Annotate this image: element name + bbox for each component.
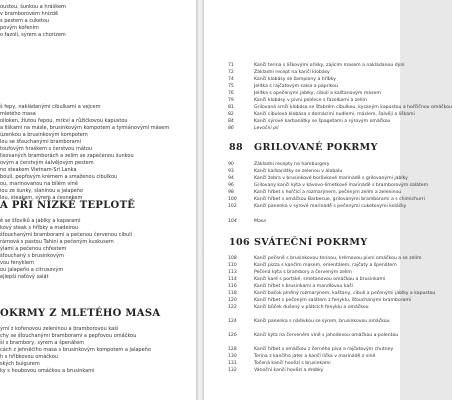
left-text-line: olloken, žlutou řepou, mrkví a růžičkovou kapustou: [0, 118, 128, 124]
toc-entry: [204, 270, 400, 276]
page-number: 116: [228, 284, 237, 289]
toc-entry: [204, 162, 400, 168]
toc-entry: [204, 197, 425, 203]
page-number: 86: [228, 126, 234, 131]
left-text-line: šťouchaný s brusinkovým: [0, 253, 64, 259]
left-text-line: boulí, pepřovým krémem a smaženou cibulkou: [0, 174, 118, 180]
left-page: [0, 0, 196, 400]
toc-entry: [204, 305, 400, 311]
page-number: 98: [228, 190, 234, 195]
recipe-title: Kančí sýrové karbanátky se špagetami a sýrovým omáčkou: [254, 119, 391, 124]
toc-entry: [204, 319, 400, 325]
left-text-line: cách z jehněčího masa s brusinkovým kompotem a jalapeňo: [0, 347, 151, 353]
left-text-line: ě se šťovíků a jablky a kaparami: [0, 218, 81, 224]
toc-entry: [204, 169, 400, 175]
left-text-line: vou fenyklem: [0, 260, 34, 266]
left-text-line: oustou, šunkou a hráškem: [0, 4, 66, 10]
toc-entry: [204, 84, 400, 90]
recipe-title: Pečená kýta s brambory a červeným zelím: [254, 270, 352, 275]
page-number: 130: [228, 354, 237, 359]
section-page-number: 106: [229, 237, 251, 248]
section-heading: OKRMY Z MLETÉHO MASA: [0, 308, 161, 319]
toc-entry: [204, 91, 400, 97]
left-text-line: ýlami a pečenou chřestem: [0, 246, 67, 252]
section-title: GRILOVANÉ POKRMY: [254, 142, 378, 153]
left-text-line: ky s houbovou omáčkou a brusinkami: [0, 368, 95, 374]
recipe-title: Masa: [254, 219, 266, 224]
left-text-line: ší s brambory, sýrem a špenátem: [0, 340, 85, 346]
section-page-number: 88: [229, 142, 244, 153]
page-number: 76: [228, 91, 234, 96]
left-text-line: toufovým hraškem s čerstvou mátou: [0, 146, 93, 152]
recipe-title: Jelítka s rajčatovým salsa a paprikou: [254, 84, 339, 89]
recipe-title: Kančí hřbet s brusinkami a mandlovou kaší: [254, 284, 353, 289]
left-text-line: a liškami na másle, brusinkovým kompotem a tymiánovými másem: [0, 125, 170, 131]
left-text-line: o fazolí, sýrem a chorizem: [0, 32, 66, 38]
page-number: 128: [228, 347, 237, 352]
page-number: 81: [228, 105, 234, 110]
recipe-title: Kančí kýta na červeném víně s jahodovou omáčkou a polentou: [254, 333, 399, 338]
toc-entry: [204, 354, 400, 360]
page-number: 131: [228, 361, 237, 366]
section-heading: A PŘI NÍZKÉ TEPLOTĚ: [0, 200, 136, 211]
toc-entry: [204, 347, 400, 353]
toc-entry: [204, 368, 400, 374]
page-number: 110: [228, 263, 237, 268]
recipe-title: Kančí karé s portské, smetanovou omáčkou a brusinkami: [254, 277, 386, 282]
left-text-line: š fepy, naklàdanými cibulkami a vejcem: [0, 104, 101, 110]
toc-entry: [204, 190, 400, 196]
left-text-line: šťouchanými bramborami a pečenou červenou cibulí: [0, 232, 132, 238]
page-number: 71: [228, 63, 234, 68]
left-text-line: lou, steakem, sýrem a česnekem: [0, 195, 83, 201]
page-number: 74: [228, 77, 234, 82]
page-number: 104: [228, 219, 237, 224]
left-text-line: rámová s pastou Tahini a pečeným kuskusem: [0, 239, 114, 245]
recipe-title: Kančí cibulová klobása s domácími nudlemi, máslem, šalvějí a liškami: [254, 112, 415, 117]
section-heading-festive: [204, 237, 400, 251]
toc-entry: [204, 105, 452, 111]
recipe-title: Terina z kančího jater a kančí líčka v marinádě z víně: [254, 354, 376, 359]
page-number: 72: [228, 70, 234, 75]
left-text-line: ských bulgurem: [0, 361, 40, 367]
toc-entry: [204, 183, 429, 189]
recipe-title: Kančí panenka s nádivkou se sýrem, brusinkovou omáčkou: [254, 319, 390, 324]
page-number: 122: [228, 305, 237, 310]
recipe-title: Kančí hřbet s pečeným salátem z fenyklu, šťouchanými bramborami: [254, 298, 412, 303]
page-number: 94: [228, 176, 234, 181]
toc-entry: [204, 291, 436, 297]
toc-entry: [204, 277, 400, 283]
page-number: 126: [228, 333, 237, 338]
toc-entry: [204, 176, 408, 182]
left-text-line: ou jalapeňo a citrusovým: [0, 267, 64, 273]
left-text-line: povým kořením: [0, 25, 39, 31]
toc-entry: [204, 112, 415, 118]
recipe-title: Kančí pečeně s brusinkovou terinou, krémovou pivní omáčkou a se zelím: [254, 256, 422, 261]
page-number: 120: [228, 298, 237, 303]
toc-entry: [204, 119, 400, 125]
recipe-title: Základní recepty na hamburgery: [254, 162, 330, 167]
left-text-line: chy se šťouchanými bramborami a pepřovou omáčkou: [0, 333, 137, 339]
left-text-line: no steakem Vietnam-Sri Lanka: [0, 167, 77, 173]
toc-entry-italic: [204, 126, 400, 132]
recipe-title: Vánoční kančí hovězí a drobky: [254, 368, 324, 373]
left-text-line: ejlepší naťový salát: [0, 274, 49, 280]
left-text-line: s pestem a cuketou: [0, 18, 50, 24]
toc-entry: [204, 77, 400, 83]
recipe-title: Kančí terina s liškovými ořísky, zajícím masem a nakládanou dýní: [254, 63, 405, 68]
recipe-title: Kančí hřbet s omáčkou Barbecue, grilovanými bramborami a s chimichurri: [254, 197, 425, 202]
page-number: 118: [228, 291, 237, 296]
recipe-title: Základní recept na kančí klobásy: [254, 70, 330, 75]
recipe-title: Grilovaná srnčí klobása se šťabrém cibulkou, kysaným kapustou a hořčičnou omáčkou: [254, 105, 452, 110]
page-number: 100: [228, 197, 237, 202]
recipe-title: Kančí bůček dušený v plátcích fenyklu a omáčkou: [254, 305, 369, 310]
page-number: 96: [228, 183, 234, 188]
page-number: 132: [228, 368, 237, 373]
toc-entry: [204, 361, 400, 367]
recipe-title: Kančí hřbet s omáčkou z černého piva a rajčatovým chutney: [254, 347, 394, 352]
page-number: 102: [228, 204, 237, 209]
page-number: 75: [228, 84, 234, 89]
left-text-line: lou se šťouchanými bramborami: [0, 139, 82, 145]
left-text-line: h s hříbkovou omáčkou: [0, 354, 58, 360]
recipe-title: Kančí hřbet s hořčicí a rozmarýnem, pečeným zelím a zeleninou: [254, 190, 402, 195]
left-text-line: ovým a čerstvým šalvějovým pestem: [0, 160, 94, 166]
left-text-line: kový steak s hříbky a madeirou: [0, 225, 79, 231]
left-text-line: v bramborovém hnízdě: [0, 11, 59, 17]
recipe-title: Kančí pizza s kančím masem, ementálem, rajčaty a špenátem: [254, 263, 397, 268]
section-heading-grilled: [204, 142, 400, 156]
left-text-line: lisovaných bramborách a zelím se zapečenou šunkou: [0, 153, 134, 159]
recipe-title: Kančí bačok plněný rozmarýnem, kaštany, cibulí a pečenými jablky a kapustou: [254, 291, 436, 296]
page-number: 114: [228, 277, 237, 282]
left-text-line: mletého masa: [0, 111, 36, 117]
toc-entry-italic: [204, 219, 400, 225]
left-text-line: ými z kořenovou zeleninou a bramborovou kaší: [0, 326, 119, 332]
page-number: 124: [228, 319, 237, 324]
toc-entry: [204, 284, 400, 290]
recipe-title: Kančí klobásy se žampiony a hříbky: [254, 77, 336, 82]
page-number: 90: [228, 162, 234, 167]
toc-entry: [204, 98, 400, 104]
recipe-title: Levoční pií: [254, 126, 279, 131]
page-number: 84: [228, 119, 234, 124]
page-number: 113: [228, 270, 237, 275]
toc-entry: [204, 70, 400, 76]
toc-entry: [204, 298, 412, 304]
recipe-title: Kančí panenka v sýrové marinádě s pečenými cuketovými koláčky: [254, 204, 407, 209]
left-text-line: iou ze šunky, slaninou a jalapeňo: [0, 188, 83, 194]
left-text-line: ou, marinovanou na bílém víně: [0, 181, 78, 187]
book-gutter: [196, 0, 204, 400]
page-number: 108: [228, 256, 237, 261]
recipe-title: Točená kančí hovězí s brusinkami: [254, 361, 331, 366]
left-text-line: úzenkou a brusinkovým kompotem: [0, 132, 88, 138]
right-page: [204, 0, 452, 400]
recipe-title: Kančí žebra v brusinkové borůvkové marinádě s grilovanými jablky: [254, 176, 408, 181]
toc-entry: [204, 204, 407, 210]
toc-entry: [204, 63, 405, 69]
page-number: 82: [228, 112, 234, 117]
toc-entry: [204, 263, 400, 269]
section-title: SVÁTEČNÍ POKRMY: [254, 237, 368, 248]
recipe-title: Kančí karbanátky se zelenou v álobalu: [254, 169, 343, 174]
recipe-title: Kančí klobásy v pivní polévce s fazolkami a zelím: [254, 98, 367, 103]
recipe-title: Grilovaný kančí kýta v kávovo-limetkové marinádě s bramborovým salátem: [254, 183, 429, 188]
toc-entry: [204, 333, 400, 339]
page-number: 93: [228, 169, 234, 174]
toc-entry: [204, 256, 422, 262]
page-number: 79: [228, 98, 234, 103]
recipe-title: Jelítka s opečenými jablky, cibulí a kaštanovým másem: [254, 91, 381, 96]
